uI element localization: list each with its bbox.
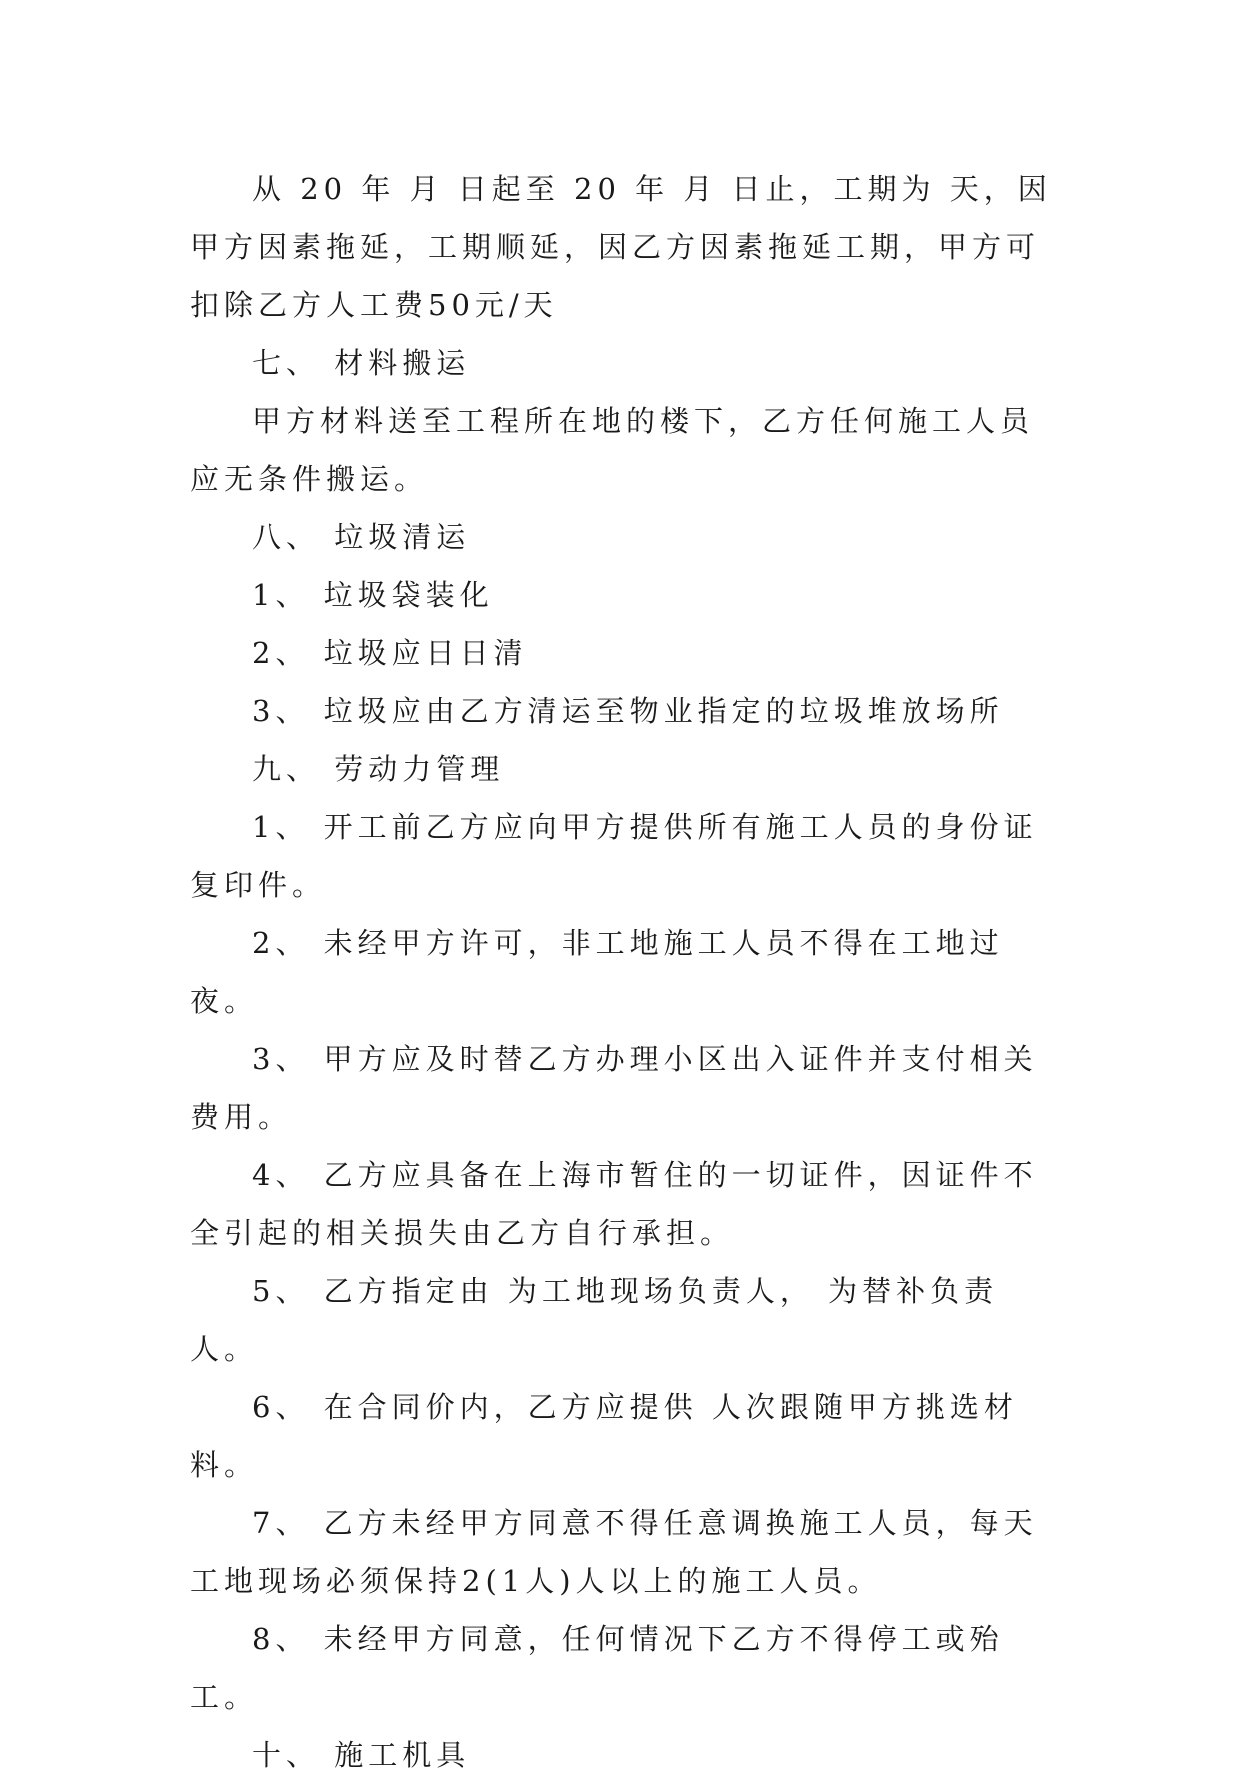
section-heading-tools: 十、 施工机具 (252, 1738, 471, 1772)
list-item: 3、 甲方应及时替乙方办理小区出入证件并支付相关费用。 (190, 1042, 1038, 1134)
list-item: 8、 未经甲方同意，任何情况下乙方不得停工或殆工。 (190, 1622, 1004, 1714)
list-item: 3、 垃圾应由乙方清运至物业指定的垃圾堆放场所 (252, 694, 1004, 728)
list-item: 1、 垃圾袋装化 (252, 578, 494, 612)
list-item: 7、 乙方未经甲方同意不得任意调换施工人员，每天工地现场必须保持2(1人)人以上的施工人员。 (190, 1506, 1038, 1598)
list-item: 5、 乙方指定由 为工地现场负责人， 为替补负责人。 (190, 1274, 999, 1366)
paragraph-materials: 甲方材料送至工程所在地的楼下，乙方任何施工人员应无条件搬运。 (190, 404, 1035, 496)
list-item: 1、 开工前乙方应向甲方提供所有施工人员的身份证复印件。 (190, 810, 1038, 902)
section-heading-labor: 九、 劳动力管理 (252, 752, 505, 786)
section-heading-garbage: 八、 垃圾清运 (252, 520, 471, 554)
list-item: 2、 垃圾应日日清 (252, 636, 528, 670)
section-heading-materials: 七、 材料搬运 (252, 346, 471, 380)
paragraph-schedule: 从 20 年 月 日起至 20 年 月 日止，工期为 天，因甲方因素拖延，工期顺延，因乙方因素拖延工期，甲方可扣除乙方人工费50元/天 (190, 172, 1052, 322)
list-item: 4、 乙方应具备在上海市暂住的一切证件，因证件不全引起的相关损失由乙方自行承担。 (190, 1158, 1038, 1250)
list-item: 2、 未经甲方许可，非工地施工人员不得在工地过夜。 (190, 926, 1004, 1018)
list-item: 6、 在合同价内，乙方应提供 人次跟随甲方挑选材料。 (190, 1390, 1018, 1482)
document-body (190, 160, 1060, 1784)
